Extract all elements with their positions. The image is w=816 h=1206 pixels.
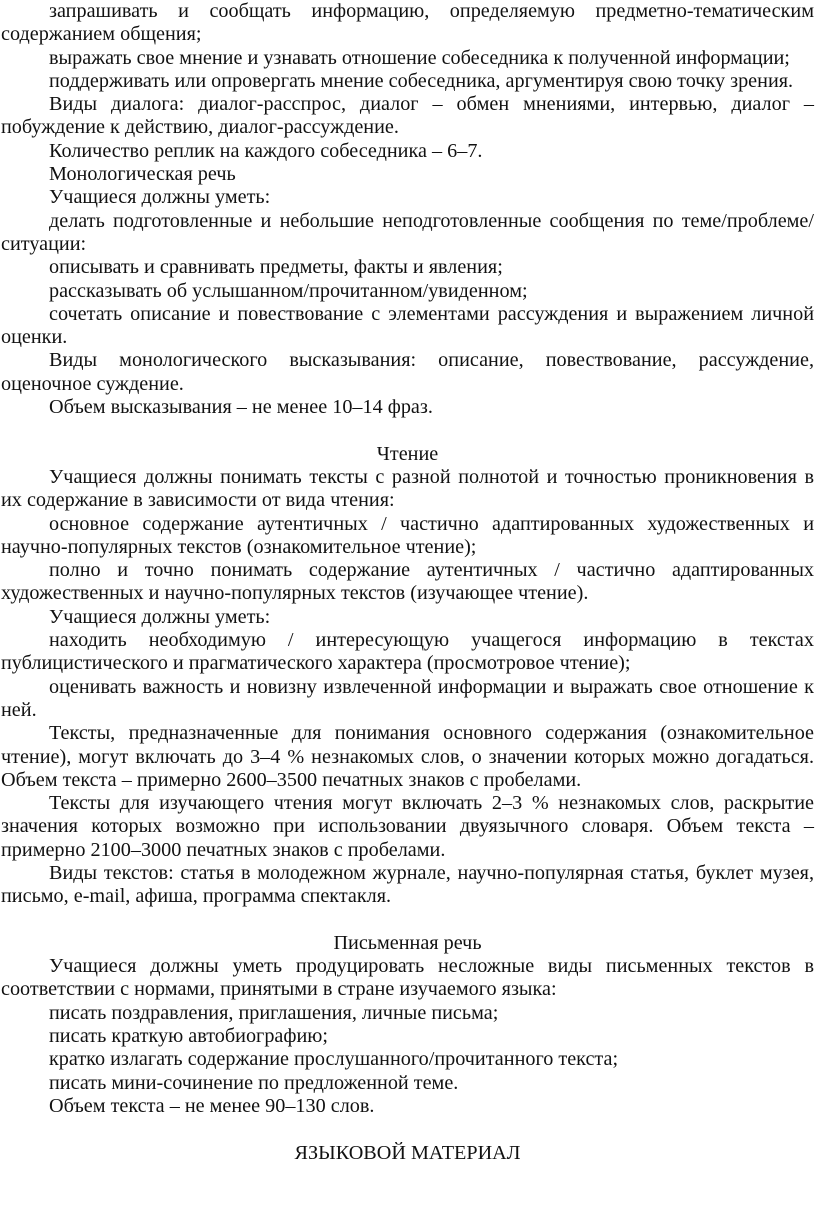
paragraph: Количество реплик на каждого собеседника – 6–7. — [49, 139, 483, 162]
monolog-section — [1, 163, 814, 419]
section-heading-language-material: ЯЗЫКОВОЙ МАТЕРИАЛ — [294, 1141, 521, 1164]
section-heading-reading: Чтение — [376, 442, 439, 465]
paragraph: Учащиеся должны уметь: — [49, 186, 271, 209]
paragraph: основное содержание аутентичных / частично адаптированных художественных и научно-популярных текстов (ознакомительное чтение); — [1, 512, 814, 558]
paragraph: запрашивать и сообщать информацию, определяемую предметно-тематическим содержанием общения; — [1, 0, 814, 46]
paragraph: писать поздравления, приглашения, личные письма; — [49, 1001, 499, 1024]
paragraph: писать мини-сочинение по предложенной теме. — [49, 1071, 459, 1094]
section-heading-writing: Письменная речь — [333, 931, 482, 954]
paragraph: полно и точно понимать содержание аутентичных / частично адаптированных художественных и научно-популярных текстов (изучающее чтение). — [1, 559, 814, 605]
paragraph: поддерживать или опровергать мнение собеседника, аргументируя свою точку зрения. — [49, 69, 794, 92]
paragraph: писать краткую автобиографию; — [49, 1025, 328, 1048]
paragraph: Учащиеся должны понимать тексты с разной полнотой и точностью проникновения в их содержание в зависимости от вида чтения: — [1, 465, 814, 512]
paragraph: Виды диалога: диалог-расспрос, диалог – обмен мнениями, интервью, диалог – побуждение к действию, диалог-рассуждение. — [1, 93, 814, 139]
paragraph: кратко излагать содержание прослушанного/прочитанного текста; — [49, 1048, 619, 1071]
paragraph: выражать свое мнение и узнавать отношение собеседника к полученной информации; — [49, 46, 790, 69]
paragraph: Тексты, предназначенные для понимания основного содержания (ознакомительное чтение), могут включать до 3–4 % незнакомых слов, о значении которых можно догадаться. Объем текста – примерно 2600–3500 печатных знаков с пробелами. — [1, 722, 814, 791]
paragraph: делать подготовленные и небольшие неподготовленные сообщения по теме/проблеме/ситуации: — [1, 209, 814, 255]
paragraph: описывать и сравнивать предметы, факты и явления; — [49, 256, 503, 279]
paragraph: Объем высказывания – не менее 10–14 фраз. — [49, 396, 433, 419]
reading-section — [1, 443, 814, 909]
paragraph: Объем текста – не менее 90–130 слов. — [49, 1094, 375, 1117]
paragraph: Учащиеся должны уметь: — [49, 605, 271, 628]
paragraph: рассказывать об услышанном/прочитанном/увиденном; — [49, 279, 528, 302]
writing-section — [1, 932, 814, 1118]
section-subheading: Монологическая речь — [49, 163, 236, 186]
paragraph: оценивать важность и новизну извлеченной информации и выражать свое отношение к ней. — [1, 675, 814, 721]
paragraph: Учащиеся должны уметь продуцировать несложные виды письменных текстов в соответствии с нормами, принятыми в стране изучаемого языка: — [1, 955, 814, 1001]
paragraph: сочетать описание и повествование с элементами рассуждения и выражением личной оценки. — [1, 302, 814, 349]
paragraph: Виды монологического высказывания: описание, повествование, рассуждение, оценочное суждение. — [1, 349, 814, 395]
paragraph: Виды текстов: статья в молодежном журнале, научно-популярная статья, буклет музея, письмо, e-mail, афиша, программа спектакля. — [1, 861, 814, 908]
paragraph: Тексты для изучающего чтения могут включать 2–3 % незнакомых слов, раскрытие значения которых возможно при использовании двуязычного словаря. Объем текста – примерно 2100–3000 печатных знаков с пробелами. — [1, 792, 814, 861]
dialog-section — [1, 0, 814, 163]
language-material-section — [1, 1142, 814, 1165]
document-page — [1, 0, 814, 1165]
paragraph: находить необходимую / интересующую учащегося информацию в текстах публицистического и прагматического характера (просмотровое чтение); — [1, 629, 814, 675]
